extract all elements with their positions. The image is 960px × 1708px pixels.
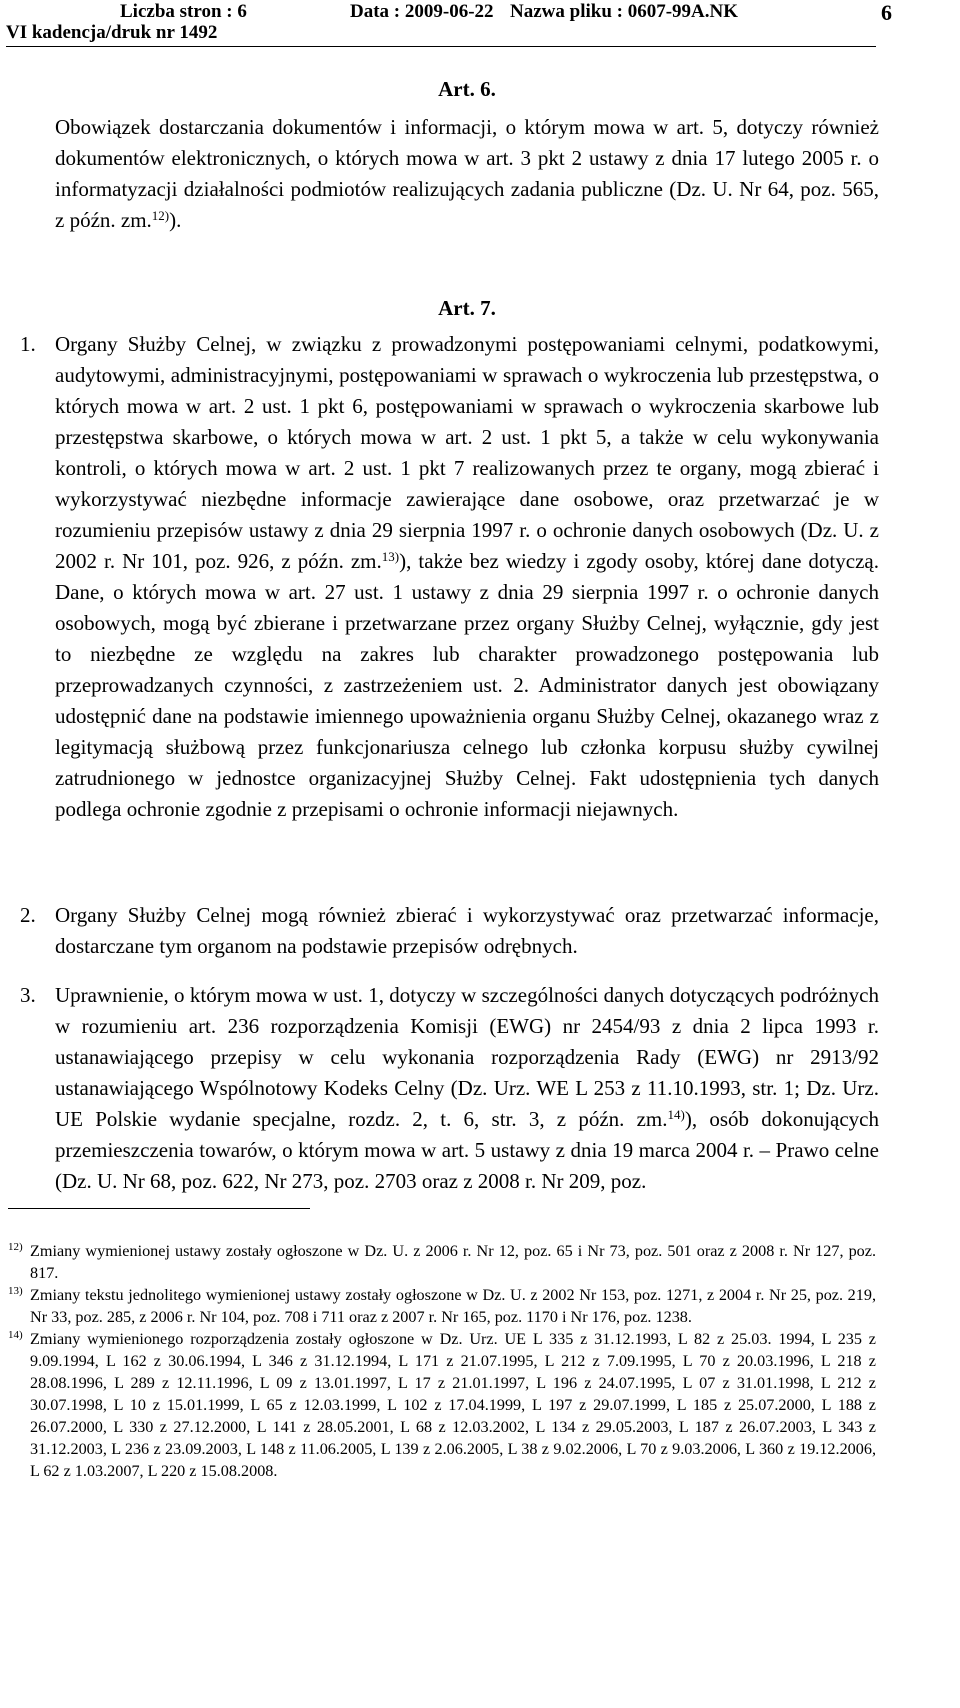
header-page-count: Liczba stron : 6 <box>120 1 247 22</box>
art7-p2-number: 2. <box>20 903 36 927</box>
art7-p1-number: 1. <box>20 332 36 356</box>
art7-heading: Art. 7. <box>438 296 496 320</box>
header-meta <box>120 2 880 22</box>
art7-paragraph-3 <box>55 980 879 1197</box>
footnote-13 <box>8 1284 876 1328</box>
page-number: 6 <box>881 0 892 25</box>
art6-text-b: ). <box>169 208 182 232</box>
footnote-12 <box>8 1240 876 1284</box>
footnote-divider <box>8 1208 310 1209</box>
header-date: Data : 2009-06-22 <box>350 1 494 22</box>
footnote-ref-14[interactable]: 14) <box>667 1107 685 1122</box>
footnotes <box>8 1240 876 1482</box>
art7-p1-text-a: Organy Służby Celnej, w związku z prowadzonymi postępowaniami celnymi, podatkowymi, audytowymi, administracyjnymi, postępowaniami w sprawach o wykroczenia lub przestępstwa, o których mowa w art. 2 ust. 1 pkt 6, postępowaniami w sprawach o wykroczenia skarbowe lub przestępstwa skarbowe, o których mowa w art. 2 ust. 1 pkt 5, a także w celu wykonywania kontroli, o których mowa w art. 2 ust. 1 pkt 7 realizowanych przez te organy, mogą zbierać i wykorzystywać niezbędne informacje zawierające dane osobowe, oraz przetwarzać je w rozumieniu przepisów ustawy z dnia 29 sierpnia 1997 r. o ochronie danych osobowych (Dz. U. z 2002 r. Nr 101, poz. 926, z późn. zm. <box>55 332 879 573</box>
footnote-text: Zmiany wymienionej ustawy zostały ogłoszone w Dz. U. z 2006 r. Nr 12, poz. 65 i Nr 73, poz. 501 oraz z 2008 r. Nr 127, poz. 817. <box>30 1242 876 1282</box>
art7-p3-text-b: ), osób dokonujących przemieszczenia towarów, o którym mowa w art. 5 ustawy z dnia 19 marca 2004 r. – Prawo celne (Dz. U. Nr 68, poz. 622, Nr 273, poz. 2703 oraz z 2008 r. Nr 209, poz. <box>55 1107 879 1193</box>
art7-paragraph-2 <box>55 900 879 962</box>
art7-paragraph-1 <box>55 329 879 825</box>
art7-p3-text-a: Uprawnienie, o którym mowa w ust. 1, dotyczy w szczególności danych dotyczących podróżnych w rozumieniu art. 236 rozporządzenia Komisji (EWG) nr 2454/93 z dnia 2 lipca 1993 r. ustanawiającego przepisy w celu wykonania rozporządzenia Rady (EWG) nr 2913/92 ustanawiającego Wspólnotowy Kodeks Celny (Dz. Urz. WE L 253 z 11.10.1993, str. 1; Dz. Urz. UE Polskie wydanie specjalne, rozdz. 2, t. 6, str. 3, z późn. zm. <box>55 983 879 1131</box>
footnote-mark: 14) <box>8 1329 23 1341</box>
art6-text-a: Obowiązek dostarczania dokumentów i informacji, o którym mowa w art. 5, dotyczy również dokumentów elektronicznych, o których mowa w art. 3 pkt 2 ustawy z dnia 17 lutego 2005 r. o informatyzacji działalności podmiotów realizujących zadania publiczne (Dz. U. Nr 64, poz. 565, z późn. zm. <box>55 115 879 232</box>
footnote-ref-12[interactable]: 12) <box>151 208 170 223</box>
footnote-text: Zmiany wymienionego rozporządzenia zostały ogłoszone w Dz. Urz. UE L 335 z 31.12.1993, L 82 z 25.03. 1994, L 235 z 9.09.1994, L 162 z 30.06.1994, L 346 z 31.12.1994, L 171 z 21.07.1995, L 212 z 7.09.1995, L 70 z 20.03.1996, L 218 z 28.08.1996, L 289 z 12.11.1996, L 09 z 13.01.1997, L 17 z 21.01.1997, L 196 z 24.07.1995, L 07 z 31.01.1998, L 212 z 30.07.1998, L 10 z 15.01.1999, L 65 z 12.03.1999, L 102 z 17.04.1999, L 197 z 29.07.1999, L 185 z 25.07.2000, L 188 z 26.07.2000, L 330 z 27.12.2000, L 141 z 28.05.2001, L 68 z 12.03.2002, L 134 z 29.05.2003, L 187 z 26.07.2003, L 343 z 31.12.2003, L 236 z 23.09.2003, L 148 z 11.06.2005, L 139 z 2.06.2005, L 38 z 9.02.2006, L 70 z 9.03.2006, L 360 z 19.12.2006, L 62 z 1.03.2007, L 220 z 15.08.2008. <box>30 1330 876 1480</box>
footnote-text: Zmiany tekstu jednolitego wymienionej ustawy zostały ogłoszone w Dz. U. z 2002 Nr 153, poz. 1271, z 2004 r. Nr 25, poz. 219, Nr 33, poz. 285, z 2006 r. Nr 104, poz. 708 i 711 oraz z 2007 r. Nr 165, poz. 1170 i Nr 176, poz. 1238. <box>30 1286 876 1326</box>
art7-p2-text: Organy Służby Celnej mogą również zbierać i wykorzystywać oraz przetwarzać informacje, dostarczane tym organom na podstawie przepisów odrębnych. <box>55 903 879 958</box>
footnote-ref-13[interactable]: 13) <box>381 549 400 564</box>
header-filename: Nazwa pliku : 0607-99A.NK <box>510 1 739 22</box>
footnote-mark: 12) <box>8 1241 23 1253</box>
page-header <box>0 0 960 48</box>
footnote-14 <box>8 1328 876 1482</box>
footnote-mark: 13) <box>8 1285 23 1297</box>
art6-text <box>55 112 879 236</box>
art7-p1-text-b: ), także bez wiedzy i zgody osoby, której dane dotyczą. Dane, o których mowa w art. 27 ust. 1 ustawy z dnia 29 sierpnia 1997 r. o ochronie danych osobowych, mogą być zbierane i przetwarzane przez organy Służby Celnej, wyłącznie, gdy jest to niezbędne ze względu na zakres lub charakter prowadzonego postępowania lub przeprowadzanych czynności, z zastrzeżeniem ust. 2. Administrator danych jest obowiązany udostępnić dane na podstawie imiennego upoważnienia organu Służby Celnej, okazanego wraz z legitymacją służbową przez funkcjonariusza celnego lub członka korpusu służby cywilnej zatrudnionego w jednostce organizacyjnej Służby Celnej. Fakt udostępnienia tych danych podlega ochronie zgodnie z przepisami o ochronie informacji niejawnych. <box>55 549 879 821</box>
art6-heading: Art. 6. <box>438 77 496 101</box>
header-cadency: VI kadencja/druk nr 1492 <box>6 22 218 43</box>
header-divider <box>6 46 876 47</box>
art7-p3-number: 3. <box>20 983 36 1007</box>
